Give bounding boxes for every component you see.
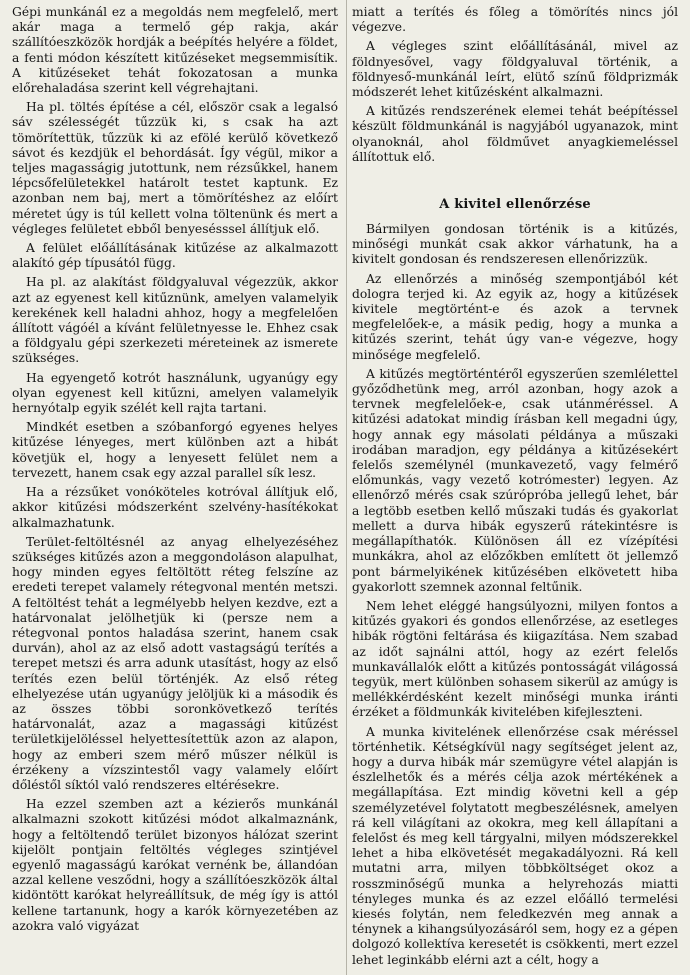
paragraph: A felület előállításának kitűzése az alkalmazott alakító gép típusától függ. xyxy=(12,241,338,271)
paragraph: A kitűzés megtörténtéről egyszerűen szemlélettel győződhetünk meg, arról azonban, hogy azok a tervnek megfelelőek-e, csak utánméréssel. A kitűzési adatokat mindig írásban kell megadni úgy, hogy annak egy másolati példánya a műszaki irodában maradjon, egy példánya a kitűzésekért felelős személynél (munkavezető, vagy felmérő előmunkás, vagy vezető kotrómester) legyen. Az ellenőrző mérés csak szúrópróba jellegű lehet, bár a legtöbb esetben kellő műszaki tudás és gyakorlat mellett a durva hibák egyszerű rátekintésre is megállapíthatók. Különösen áll ez vízépítési munkákra, ahol az előzőkben említett öt jellemző pont bármelyikének kitűzésében elkövetett hiba gyakorlott szemnek azonnal feltűnik. xyxy=(352,366,678,594)
paragraph: Ha pl. az alakítást földgyaluval végezzük, akkor azt az egyenest kell kitűznünk, amelyen valamelyik kerekének kell haladni ahhoz, hogy a megfelelően állított vágóél a kívánt felületnyesse le. Ehhez csak a földgyalu gépi szerkezeti méreteinek az ismerete szükséges. xyxy=(12,275,338,366)
paragraph: A kitűzés rendszerének elemei tehát beépítéssel készült földmunkánál is nagyjából ugyanazok, mint olyanoknál, ahol földművet anyagkiemeléssel állítottuk elő. xyxy=(352,104,678,164)
paragraph: A munka kivitelének ellenőrzése csak méréssel történhetik. Kétségkívül nagy segítséget jelent az, hogy a durva hibák már szemügyre vétel alapján is észlelhetők és a mérés célja azok mértékének a megállapítása. Ezt mindig követni kell a gép személyzetével folytatott megbeszélésnek, amelyen rá kell világítani az okokra, meg kell állapítani a felelőst és meg kell tárgyalni, milyen módszerekkel lehet a hiba elkövetését megakadályozni. Rá kell mutatni arra, milyen többköltséget okoz a rosszminőségű munka a helyrehozás miatti tényleges munka és az ezzel előálló termelési kiesés folytán, nem feledkezvén meg annak a ténynek a kihangsúlyozásáról sem, hogy ez a gépen dolgozó kollektíva keresetét is csökkenti, mert ezzel lehet leginkább elérni azt a célt, hogy a xyxy=(352,724,678,967)
paragraph: Ha egyengető kotrót használunk, ugyanúgy egy olyan egyenest kell kitűzni, amelyen valamelyik hernyótalp egyik szélét kell rajta tartani. xyxy=(12,370,338,416)
paragraph: Ha ezzel szemben azt a kézierős munkánál alkalmazni szokott kitűzési módot alkalmaznánk, hogy a feltöltendő terület bizonyos hálózat szerint kijelölt pontjain feltöltés végleges szintjével egyenlő magasságú karókat vernénk be, állandóan azzal kellene vesződni, hogy a szállítóeszközök által kidöntött karókat helyreállítsuk, de még így is attól kellene tartanunk, hogy a karók környezetében az azokra való vigyázat xyxy=(12,797,338,933)
paragraph: miatt a terítés és főleg a tömörítés nincs jól végezve. xyxy=(352,5,678,35)
paragraph: Mindkét esetben a szóbanforgó egyenes helyes kitűzése lényeges, mert különben azt a hibát követjük el, hogy a lenyesett felület nem a tervezett, hanem csak egy azzal parallel sík lesz. xyxy=(12,420,338,480)
paragraph: Ha a rézsűket vonóköteles kotróval állítjuk elő, akkor kitűzési módszerként szelvény-hasítékokat alkalmazhatunk. xyxy=(12,485,338,530)
section-heading: A kivitel ellenőrzése xyxy=(439,197,591,213)
paragraph: A végleges szint előállításánál, mivel az földnyesővel, vagy földgyaluval történik, a földnyeső-munkánál leírt, elütő színű földprizmák módszerét lehet kitűzésként alkalmazni. xyxy=(352,39,678,100)
paragraph: Ha pl. töltés építése a cél, először csak a legalsó sáv szélességét tűzzük ki, s csak ha azt tömörítettük, tűzzük ki az efölé kerülő következő sávot és kezdjük el behordását. Így végül, mikor a teljes magasságig jutottunk, nem rézsűkkel, hanem lépcsőfelületekkel határolt testet kaptunk. Ez azonban nem baj, mert a tömörítéshez az előírt méretet úgy is túl kellett volna töltenünk és mert a végleges felületet ebből benyesésssel állítjuk elő. xyxy=(12,100,338,236)
right-column xyxy=(352,5,678,975)
paragraph: Bármilyen gondosan történik is a kitűzés, minőségi munkát csak akkor várhatunk, ha a kivitelt gondosan és rendszeresen ellenőrizzük. xyxy=(352,222,678,267)
column-divider xyxy=(346,0,347,975)
paragraph: Az ellenőrzés a minőség szempontjából két dologra terjed ki. Az egyik az, hogy a kitűzések kivitele megtörtént-e és azok a tervnek megfelelőek-e, a másik pedig, hogy a munka a kitűzés szerint, tehát úgy van-e végezve, hogy minősége megfelelő. xyxy=(352,271,678,362)
left-column xyxy=(12,5,338,975)
paragraph: Terület-feltöltésnél az anyag elhelyezéséhez szükséges kitűzés azon a meggondoláson alapulhat, hogy minden egyes feltöltött réteg felszíne az eredeti terepet valamely rétegvonal mentén metszi. A feltöltést tehát a legmélyebb helyen kezdve, ezt a határvonalat jelölhetjük ki (persze nem a rétegvonal pontos haladása szerint, hanem csak durván), ahol az az első adott vastagságú terítés a terepet metszi és arra adunk utasítást, hogy az első terítés ezen belül történjék. Az első réteg elhelyezése után ugyanúgy jelöljük ki a második és az összes többi soronkövetkező terítés határvonalát, azaz a magassági kitűzést területkijelöléssel helyettesítettük azon az alapon, hogy az emberi szem mérő műszer nélkül is érzékeny a vízszintestől vagy valamely előírt dőléstől síktól való rendszeres eltérésekre. xyxy=(12,534,338,792)
paragraph: Gépi munkánál ez a megoldás nem megfelelő, mert akár maga a termelő gép rakja, akár szállítóeszközök hordják a beépítés helyére a földet, a fenti módon készített kitűzéseket megsemmisítik. A kitűzéseket tehát fokozatosan a munka előrehaladása szerint kell végrehajtani. xyxy=(12,5,338,96)
paragraph: Nem lehet eléggé hangsúlyozni, milyen fontos a kitűzés gyakori és gondos ellenőrzése, az esetleges hibák rögtöni feltárása és kiigazítása. Nem szabad az időt sajnálni attól, hogy az ezért felelős munkavállalók előtt a kitűzés pontosságát világossá tegyük, mert különben sohasem sikerül az amúgy is mellékkérdésként kezelt minőségi munka iránti érzéket a földmunkák kivitelében kifejleszteni. xyxy=(352,598,678,720)
